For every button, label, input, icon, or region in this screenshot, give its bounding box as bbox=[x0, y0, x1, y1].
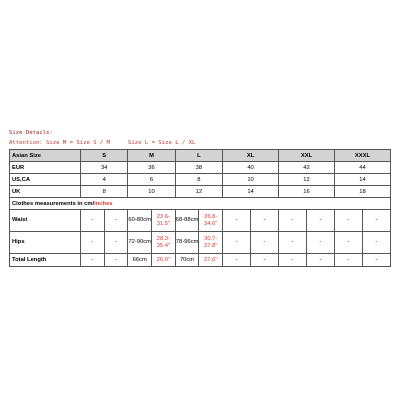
cell: 8 bbox=[175, 174, 222, 186]
notes-title: Size Details: bbox=[9, 130, 53, 136]
cell: - bbox=[251, 210, 279, 232]
cell: - bbox=[334, 254, 362, 267]
row-label: Hips bbox=[10, 232, 81, 254]
cell: - bbox=[251, 232, 279, 254]
cell: - bbox=[306, 254, 334, 267]
table-row bbox=[10, 162, 391, 174]
row-label: UK bbox=[10, 186, 81, 198]
cell: - bbox=[104, 232, 128, 254]
cell: - bbox=[223, 210, 251, 232]
size-header: XXL bbox=[279, 150, 335, 162]
section-label bbox=[10, 198, 391, 210]
cell: 36 bbox=[128, 162, 175, 174]
cell: - bbox=[223, 232, 251, 254]
measurement-row bbox=[10, 210, 391, 232]
cell-inches: 28.3-35.4" bbox=[152, 232, 176, 254]
cell: - bbox=[81, 210, 105, 232]
cell: 12 bbox=[279, 174, 335, 186]
cell: 70cm bbox=[175, 254, 199, 267]
cell: - bbox=[251, 254, 279, 267]
section-row bbox=[10, 198, 391, 210]
cell-inches: 23.6-31.5" bbox=[152, 210, 176, 232]
section-unit: inches bbox=[94, 200, 113, 207]
row-label: US,CA bbox=[10, 174, 81, 186]
cell: 14 bbox=[334, 174, 390, 186]
cell: - bbox=[306, 232, 334, 254]
size-header: L bbox=[175, 150, 222, 162]
cell: - bbox=[334, 210, 362, 232]
cell: 72-90cm bbox=[128, 232, 152, 254]
cell: 78-96cm bbox=[175, 232, 199, 254]
cell-inches: 27.6" bbox=[199, 254, 223, 267]
cell: 44 bbox=[334, 162, 390, 174]
cell: - bbox=[104, 254, 128, 267]
cell: - bbox=[81, 232, 105, 254]
size-chart-table bbox=[9, 149, 391, 267]
attention-text-2: Size L = Size L / XL bbox=[128, 140, 196, 146]
table-row bbox=[10, 174, 391, 186]
cell: - bbox=[104, 210, 128, 232]
cell: - bbox=[81, 254, 105, 267]
size-header: XXXL bbox=[334, 150, 390, 162]
cell: 14 bbox=[223, 186, 279, 198]
cell: 4 bbox=[81, 174, 128, 186]
cell-inches: 30.7-37.8" bbox=[199, 232, 223, 254]
cell: - bbox=[334, 232, 362, 254]
row-label: EUR bbox=[10, 162, 81, 174]
cell: - bbox=[279, 254, 307, 267]
cell: 40 bbox=[223, 162, 279, 174]
cell: 18 bbox=[334, 186, 390, 198]
cell: 12 bbox=[175, 186, 222, 198]
cell: 10 bbox=[223, 174, 279, 186]
row-label: Waist bbox=[10, 210, 81, 232]
cell: - bbox=[362, 210, 390, 232]
cell: - bbox=[306, 210, 334, 232]
header-label: Asian Size bbox=[10, 150, 81, 162]
cell: 38 bbox=[175, 162, 222, 174]
cell: 6 bbox=[128, 174, 175, 186]
size-header: M bbox=[128, 150, 175, 162]
cell-inches: 26.8-34.6" bbox=[199, 210, 223, 232]
row-label: Total Length bbox=[10, 254, 81, 267]
cell: 8 bbox=[81, 186, 128, 198]
table-row bbox=[10, 186, 391, 198]
size-header: S bbox=[81, 150, 128, 162]
section-label-text: Clothes measurements in cm/ bbox=[12, 200, 95, 207]
cell: - bbox=[223, 254, 251, 267]
cell: - bbox=[279, 232, 307, 254]
attention-text: Attention: Size M = Size S / M bbox=[9, 140, 111, 146]
size-notes bbox=[9, 128, 195, 148]
cell: 60-80cm bbox=[128, 210, 152, 232]
cell: 34 bbox=[81, 162, 128, 174]
cell: 68-88cm bbox=[175, 210, 199, 232]
notes-attention bbox=[9, 138, 195, 148]
cell-inches: 26.0" bbox=[152, 254, 176, 267]
cell: 42 bbox=[279, 162, 335, 174]
cell: 66cm bbox=[128, 254, 152, 267]
header-row bbox=[10, 150, 391, 162]
measurement-row bbox=[10, 232, 391, 254]
cell: - bbox=[362, 232, 390, 254]
size-header: XL bbox=[223, 150, 279, 162]
cell: - bbox=[362, 254, 390, 267]
cell: 10 bbox=[128, 186, 175, 198]
cell: - bbox=[279, 210, 307, 232]
measurement-row bbox=[10, 254, 391, 267]
cell: 16 bbox=[279, 186, 335, 198]
